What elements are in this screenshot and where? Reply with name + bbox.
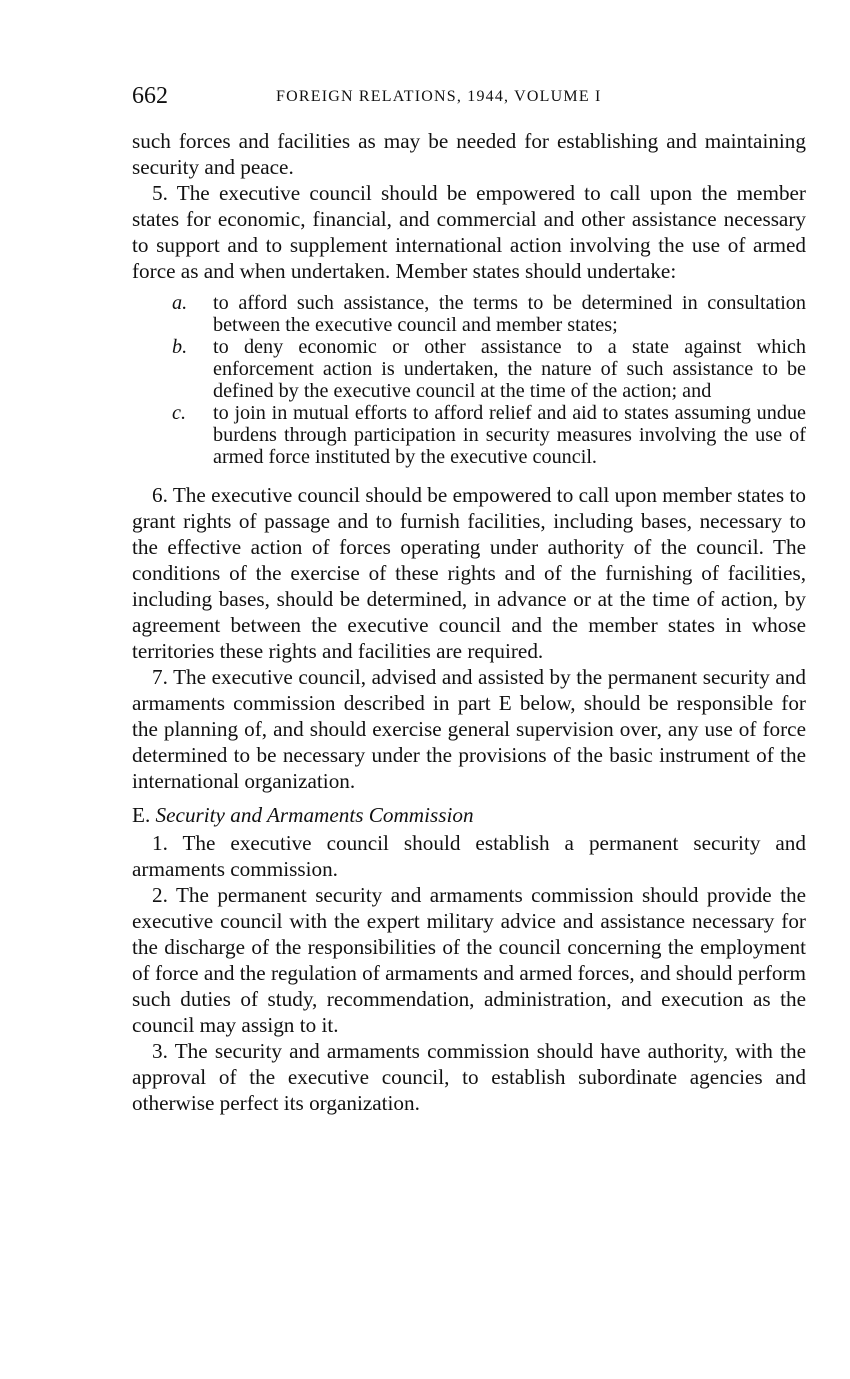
page-number: 662 bbox=[132, 83, 168, 109]
section-heading-e bbox=[132, 802, 806, 828]
list-item-text: to join in mutual efforts to afford relief and aid to states assuming undue burdens through participation in security measures involving the use of armed force instituted by the executive council. bbox=[213, 402, 806, 468]
undertakings-list bbox=[172, 292, 806, 468]
paragraph-7: 7. The executive council, advised and assisted by the permanent security and armaments commission described in part E below, should be responsible for the planning of, and should exercise general supervision over, any use of force determined to be necessary under the provisions of the basic instrument of the international organization. bbox=[132, 665, 806, 793]
list-item-text: to afford such assistance, the terms to be determined in consultation between the executive council and member states; bbox=[213, 292, 806, 336]
section-e-paragraph-3: 3. The security and armaments commission should have authority, with the approval of the executive council, to establish subordinate agencies and otherwise perfect its organization. bbox=[132, 1039, 806, 1115]
list-item-a bbox=[172, 292, 806, 336]
list-item-text: to deny economic or other assistance to a state against which enforcement action is undertaken, the nature of such assistance to be defined by the executive council at the time of the action; and bbox=[213, 336, 806, 402]
document-page bbox=[132, 82, 806, 1116]
list-marker: a. bbox=[172, 292, 188, 314]
running-head bbox=[132, 82, 806, 112]
running-head-title: FOREIGN RELATIONS, 1944, VOLUME I bbox=[276, 88, 602, 105]
section-label: E. bbox=[132, 803, 151, 827]
list-marker: b. bbox=[172, 336, 188, 358]
list-item-b bbox=[172, 336, 806, 402]
section-e-paragraph-1: 1. The executive council should establish a permanent security and armaments commission. bbox=[132, 831, 806, 881]
section-title: Security and Armaments Commission bbox=[155, 803, 474, 827]
document-body bbox=[132, 128, 806, 1116]
list-item-c bbox=[172, 402, 806, 468]
paragraph-6: 6. The executive council should be empowered to call upon member states to grant rights of passage and to furnish facilities, including bases, necessary to the effective action of forces operating under authority of the council. The conditions of the exercise of these rights and of the furnishing of facilities, including bases, should be determined, in advance or at the time of action, by agreement between the executive council and the member states in whose territories these rights and facilities are required. bbox=[132, 483, 806, 663]
section-e-paragraph-2: 2. The permanent security and armaments commission should provide the executive council with the expert military advice and assistance necessary for the discharge of the responsibilities of the council concerning the employment of force and the regulation of armaments and armed forces, and should perform such duties of study, recommendation, administration, and execution as the council may assign to it. bbox=[132, 883, 806, 1037]
list-marker: c. bbox=[172, 402, 187, 424]
paragraph-5: 5. The executive council should be empowered to call upon the member states for economic, financial, and commercial and other assistance necessary to support and to supplement international action involving the use of armed force as and when undertaken. Member states should undertake: bbox=[132, 181, 806, 283]
paragraph-continuation: such forces and facilities as may be needed for establishing and maintaining security and peace. bbox=[132, 129, 806, 179]
